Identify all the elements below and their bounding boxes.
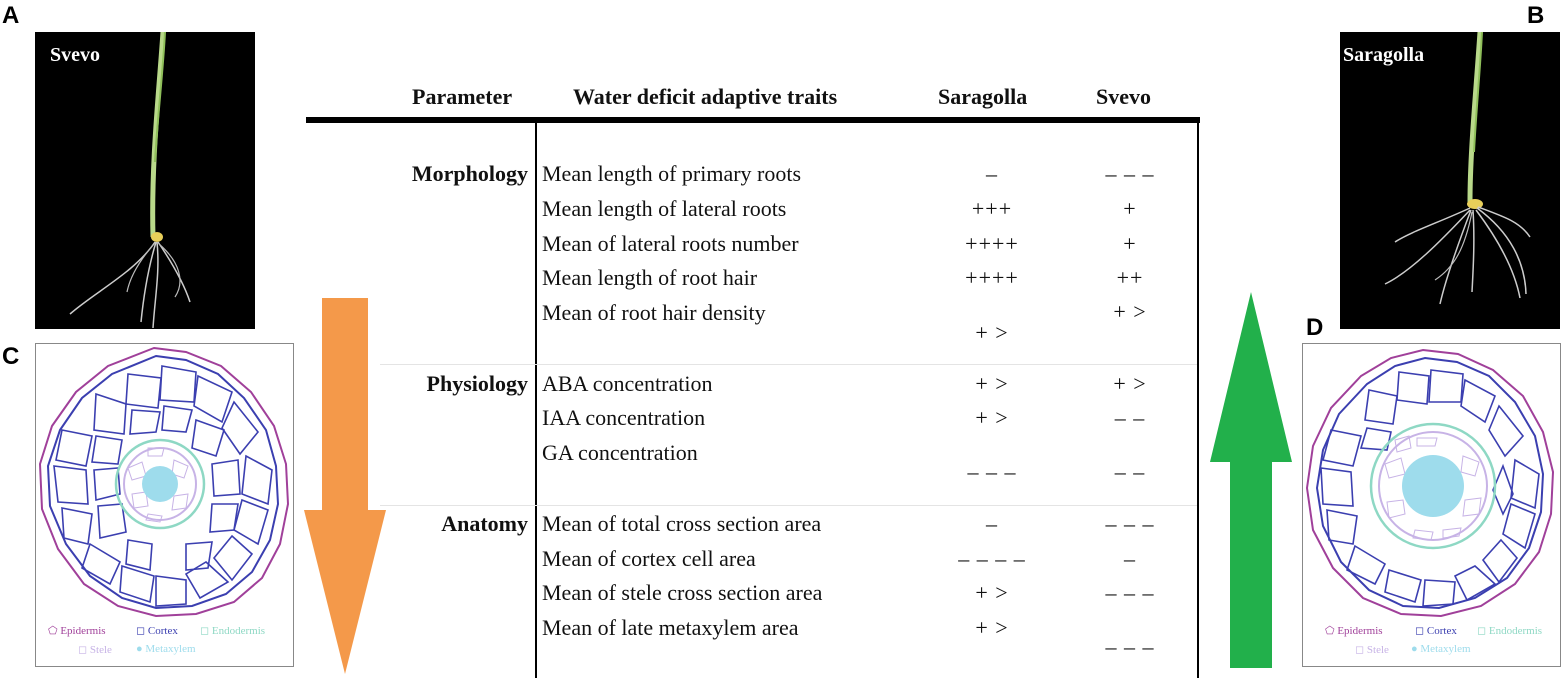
svevo-value: – bbox=[1124, 546, 1136, 571]
panel-letter-c: C bbox=[2, 343, 20, 370]
trait-cell: GA concentration bbox=[542, 440, 698, 465]
svevo-value: + > bbox=[1113, 299, 1147, 324]
svevo-plant-photo bbox=[35, 32, 255, 329]
trait-cell: Mean of late metaxylem area bbox=[542, 615, 799, 640]
legend-endodermis-label: Endodermis bbox=[211, 625, 266, 637]
saragolla-value: ++++ bbox=[965, 265, 1019, 290]
svevo-cross-section bbox=[35, 343, 294, 667]
trait-cell: Mean of stele cross section area bbox=[542, 580, 823, 605]
legend-metaxylem-label: Metaxylem bbox=[1420, 643, 1471, 655]
saragolla-value: – bbox=[986, 161, 998, 186]
legend-epidermis bbox=[48, 624, 106, 637]
header-svevo: Svevo bbox=[1096, 84, 1151, 109]
svevo-value: + bbox=[1123, 196, 1137, 221]
up-arrow bbox=[1206, 292, 1296, 670]
section-separator bbox=[380, 505, 1197, 506]
section-separator bbox=[380, 364, 1197, 365]
header-rule bbox=[306, 117, 1200, 123]
trait-cell: Mean of cortex cell area bbox=[542, 546, 756, 571]
saragolla-value: ++++ bbox=[965, 231, 1019, 256]
table-right-border bbox=[1197, 123, 1199, 678]
svevo-plant-drawing bbox=[35, 32, 255, 329]
header-saragolla: Saragolla bbox=[938, 84, 1028, 109]
category-physiology: Physiology bbox=[426, 371, 528, 396]
cortex-swatch-icon: ◻ bbox=[1415, 625, 1425, 637]
legend-epidermis-label: Epidermis bbox=[1337, 625, 1383, 637]
saragolla-value: +++ bbox=[971, 196, 1013, 221]
header-traits: Water deficit adaptive traits bbox=[573, 84, 838, 109]
legend-cortex-d bbox=[1415, 624, 1457, 637]
trait-cell: Mean length of primary roots bbox=[542, 161, 802, 186]
saragolla-plant-drawing bbox=[1340, 32, 1560, 329]
panel-letter-b: B bbox=[1527, 2, 1545, 29]
legend-cortex bbox=[136, 624, 178, 637]
trait-cell: Mean of lateral roots number bbox=[542, 231, 799, 256]
legend-metaxylem-label: Metaxylem bbox=[145, 643, 196, 655]
header-parameter: Parameter bbox=[412, 84, 513, 109]
stele-swatch-icon: ◻ bbox=[1355, 644, 1365, 656]
down-arrow bbox=[300, 298, 390, 676]
category-anatomy: Anatomy bbox=[441, 511, 528, 536]
metaxylem-swatch-icon: ● bbox=[1411, 643, 1418, 655]
epidermis-swatch-icon: ⬠ bbox=[48, 625, 58, 637]
saragolla-plant-photo bbox=[1340, 32, 1560, 329]
trait-cell: ABA concentration bbox=[542, 371, 713, 396]
saragolla-value: + > bbox=[975, 580, 1009, 605]
legend-metaxylem bbox=[136, 643, 196, 655]
legend-endodermis-label: Endodermis bbox=[1488, 625, 1543, 637]
saragolla-value: + > bbox=[975, 320, 1009, 345]
saragolla-value: – – – – bbox=[958, 546, 1026, 571]
saragolla-value: + > bbox=[975, 615, 1009, 640]
svevo-cross-section-drawing bbox=[36, 344, 293, 666]
legend-stele-label: Stele bbox=[1366, 644, 1389, 656]
trait-cell: Mean length of root hair bbox=[542, 265, 758, 290]
category-divider bbox=[535, 123, 537, 678]
svevo-value: ++ bbox=[1116, 265, 1144, 290]
trait-cell: Mean of root hair density bbox=[542, 300, 766, 325]
category-morphology: Morphology bbox=[411, 161, 528, 186]
saragolla-value: + > bbox=[975, 371, 1009, 396]
saragolla-cross-section bbox=[1302, 343, 1561, 667]
svevo-value: – – bbox=[1114, 405, 1146, 430]
legend-cortex-label: Cortex bbox=[147, 625, 178, 637]
svevo-value: – – – bbox=[1105, 511, 1155, 536]
saragolla-photo-label: Saragolla bbox=[1343, 44, 1425, 66]
saragolla-cross-section-drawing bbox=[1303, 344, 1560, 666]
endodermis-swatch-icon: ◻ bbox=[1477, 625, 1487, 637]
cortex-swatch-icon: ◻ bbox=[136, 625, 146, 637]
legend-stele-d bbox=[1355, 643, 1389, 656]
epidermis-swatch-icon: ⬠ bbox=[1325, 625, 1335, 637]
svevo-value: – – – bbox=[1105, 161, 1155, 186]
trait-cell: Mean of total cross section area bbox=[542, 511, 822, 536]
endodermis-swatch-icon: ◻ bbox=[200, 625, 210, 637]
metaxylem-swatch-icon: ● bbox=[136, 643, 143, 655]
trait-cell: Mean length of lateral roots bbox=[542, 196, 787, 221]
svevo-value: – – bbox=[1114, 459, 1146, 484]
legend-endodermis-d bbox=[1477, 624, 1542, 637]
legend-cortex-label: Cortex bbox=[1426, 625, 1457, 637]
legend-stele bbox=[78, 643, 112, 656]
stele-swatch-icon: ◻ bbox=[78, 644, 88, 656]
panel-letter-d: D bbox=[1306, 314, 1324, 341]
svevo-value: – – – bbox=[1105, 580, 1155, 605]
saragolla-value: + > bbox=[975, 405, 1009, 430]
legend-epidermis-d bbox=[1325, 624, 1383, 637]
saragolla-value: – – – bbox=[967, 459, 1017, 484]
svevo-value: + bbox=[1123, 231, 1137, 256]
legend-endodermis bbox=[200, 624, 265, 637]
legend-stele-label: Stele bbox=[89, 644, 112, 656]
svevo-value: + > bbox=[1113, 371, 1147, 396]
svevo-photo-label: Svevo bbox=[50, 44, 100, 66]
legend-metaxylem-d bbox=[1411, 643, 1471, 655]
saragolla-value: – bbox=[986, 511, 998, 536]
trait-cell: IAA concentration bbox=[542, 405, 706, 430]
svevo-value: – – – bbox=[1105, 634, 1155, 659]
panel-letter-a: A bbox=[2, 2, 20, 29]
legend-epidermis-label: Epidermis bbox=[60, 625, 106, 637]
